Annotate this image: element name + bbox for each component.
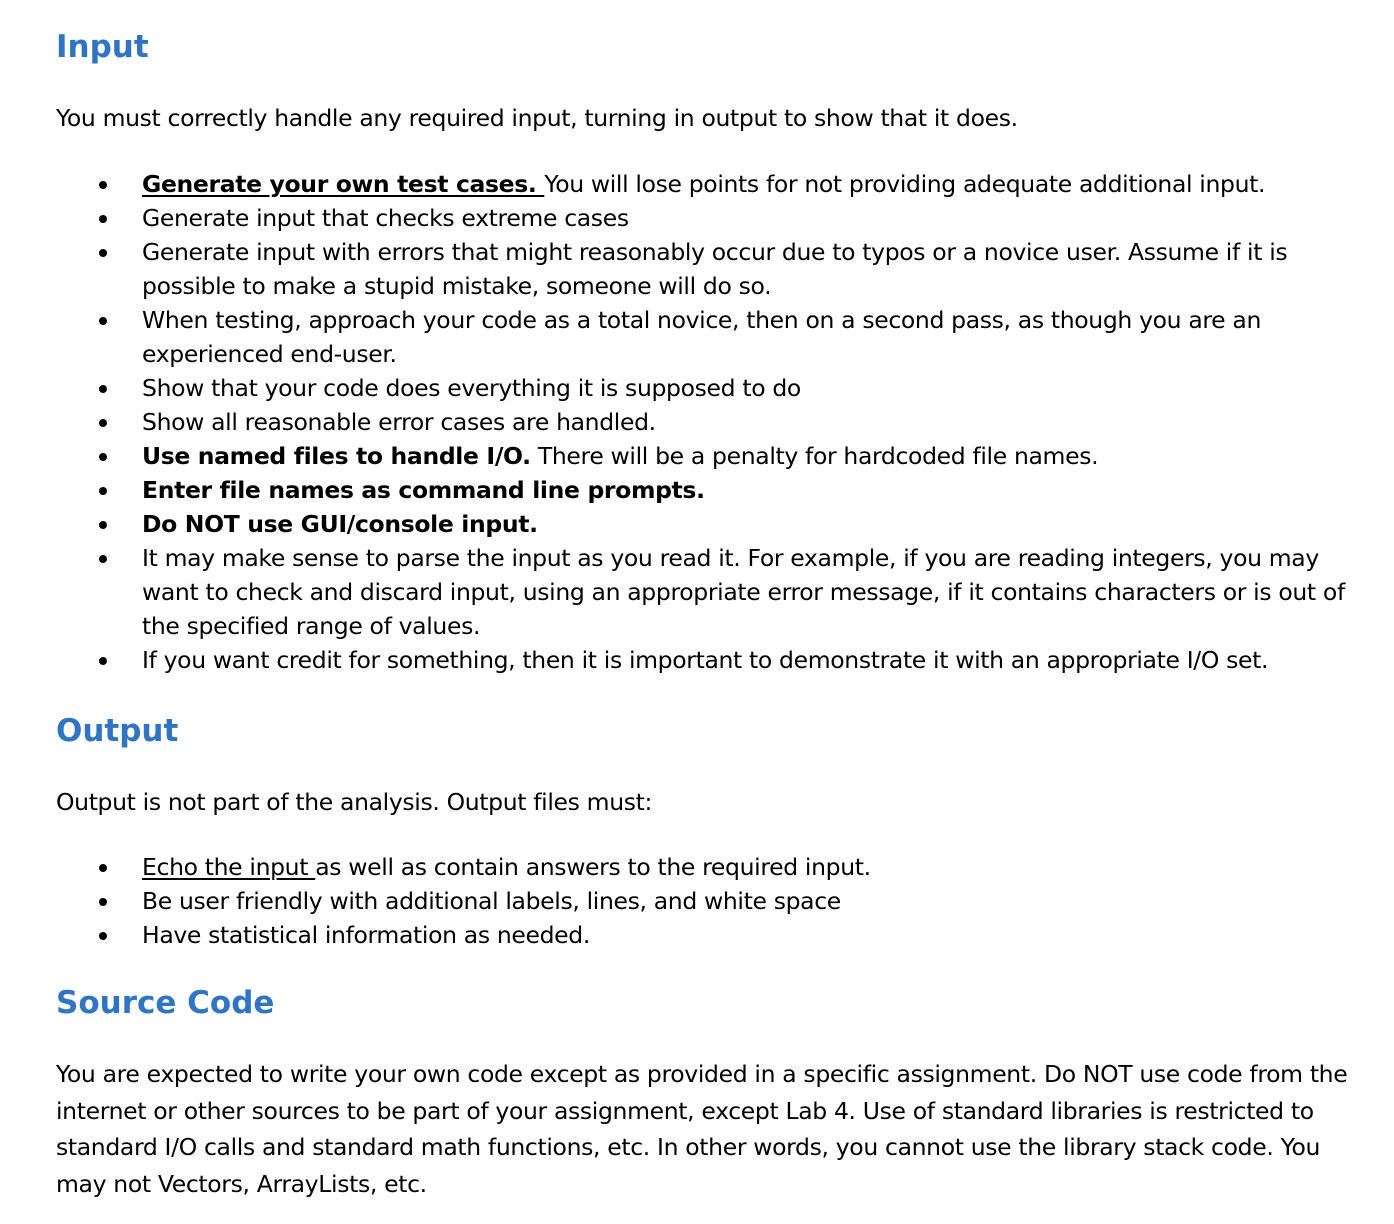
bullet-text: as well as contain answers to the required input. — [315, 853, 871, 881]
bullet-text: Generate input that checks extreme cases — [142, 204, 629, 232]
bullet-lead: Do NOT use GUI/console input. — [142, 510, 538, 538]
list-item — [0, 507, 1367, 541]
bullet-icon — [99, 249, 107, 257]
list-item — [0, 541, 1367, 643]
list-item — [0, 918, 1367, 952]
bullet-icon — [99, 385, 107, 393]
bullet-icon — [99, 181, 107, 189]
output-bullet-list — [0, 850, 1367, 952]
bullet-text: When testing, approach your code as a total novice, then on a second pass, as though you are an experienced end-user. — [142, 306, 1261, 368]
list-item — [0, 235, 1367, 303]
bullet-text: Generate input with errors that might reasonably occur due to typos or a novice user. Assume if it is possible to make a stupid mistake, someone will do so. — [142, 238, 1288, 300]
bullet-icon — [99, 419, 107, 427]
list-item — [0, 473, 1367, 507]
bullet-text: Be user friendly with additional labels, lines, and white space — [142, 887, 841, 915]
bullet-text: There will be a penalty for hardcoded file names. — [530, 442, 1099, 470]
output-heading: Output — [56, 713, 179, 749]
list-item — [0, 371, 1367, 405]
list-item — [0, 303, 1367, 371]
bullet-text: Show all reasonable error cases are handled. — [142, 408, 656, 436]
input-heading: Input — [56, 29, 149, 65]
list-item — [0, 201, 1367, 235]
bullet-icon — [99, 215, 107, 223]
list-item — [0, 167, 1367, 201]
bullet-lead: Enter file names as command line prompts. — [142, 476, 705, 504]
bullet-icon — [99, 317, 107, 325]
bullet-lead: Generate your own test cases. — [142, 170, 545, 198]
output-intro: Output is not part of the analysis. Output files must: — [56, 788, 653, 816]
list-item — [0, 405, 1367, 439]
input-intro: You must correctly handle any required input, turning in output to show that it does. — [56, 104, 1018, 132]
bullet-icon — [99, 521, 107, 529]
bullet-icon — [99, 657, 107, 665]
bullet-icon — [99, 864, 107, 872]
list-item — [0, 850, 1367, 884]
list-item — [0, 884, 1367, 918]
input-bullet-list — [0, 167, 1367, 677]
source-code-heading: Source Code — [56, 985, 275, 1021]
bullet-icon — [99, 932, 107, 940]
bullet-icon — [99, 898, 107, 906]
bullet-text: Have statistical information as needed. — [142, 921, 590, 949]
bullet-text: If you want credit for something, then it is important to demonstrate it with an appropriate I/O set. — [142, 646, 1269, 674]
source-code-body: You are expected to write your own code except as provided in a specific assignment. Do NOT use code from the internet or other sources to be part of your assignment, except Lab 4. Use of standard libraries is restricted to standard I/O calls and standard math functions, etc. In other words, you cannot use the library stack code. You may not Vectors, ArrayLists, etc. — [56, 1060, 1348, 1198]
bullet-text: It may make sense to parse the input as you read it. For example, if you are reading integers, you may want to check and discard input, using an appropriate error message, if it contains characters or is out of the specified range of values. — [142, 544, 1345, 640]
bullet-text: Show that your code does everything it is supposed to do — [142, 374, 801, 402]
bullet-lead: Echo the input — [142, 853, 316, 881]
list-item — [0, 643, 1367, 677]
bullet-icon — [99, 453, 107, 461]
bullet-icon — [99, 555, 107, 563]
bullet-lead: Use named files to handle I/O. — [142, 442, 531, 470]
bullet-icon — [99, 487, 107, 495]
bullet-text: You will lose points for not providing adequate additional input. — [544, 170, 1266, 198]
list-item — [0, 439, 1367, 473]
